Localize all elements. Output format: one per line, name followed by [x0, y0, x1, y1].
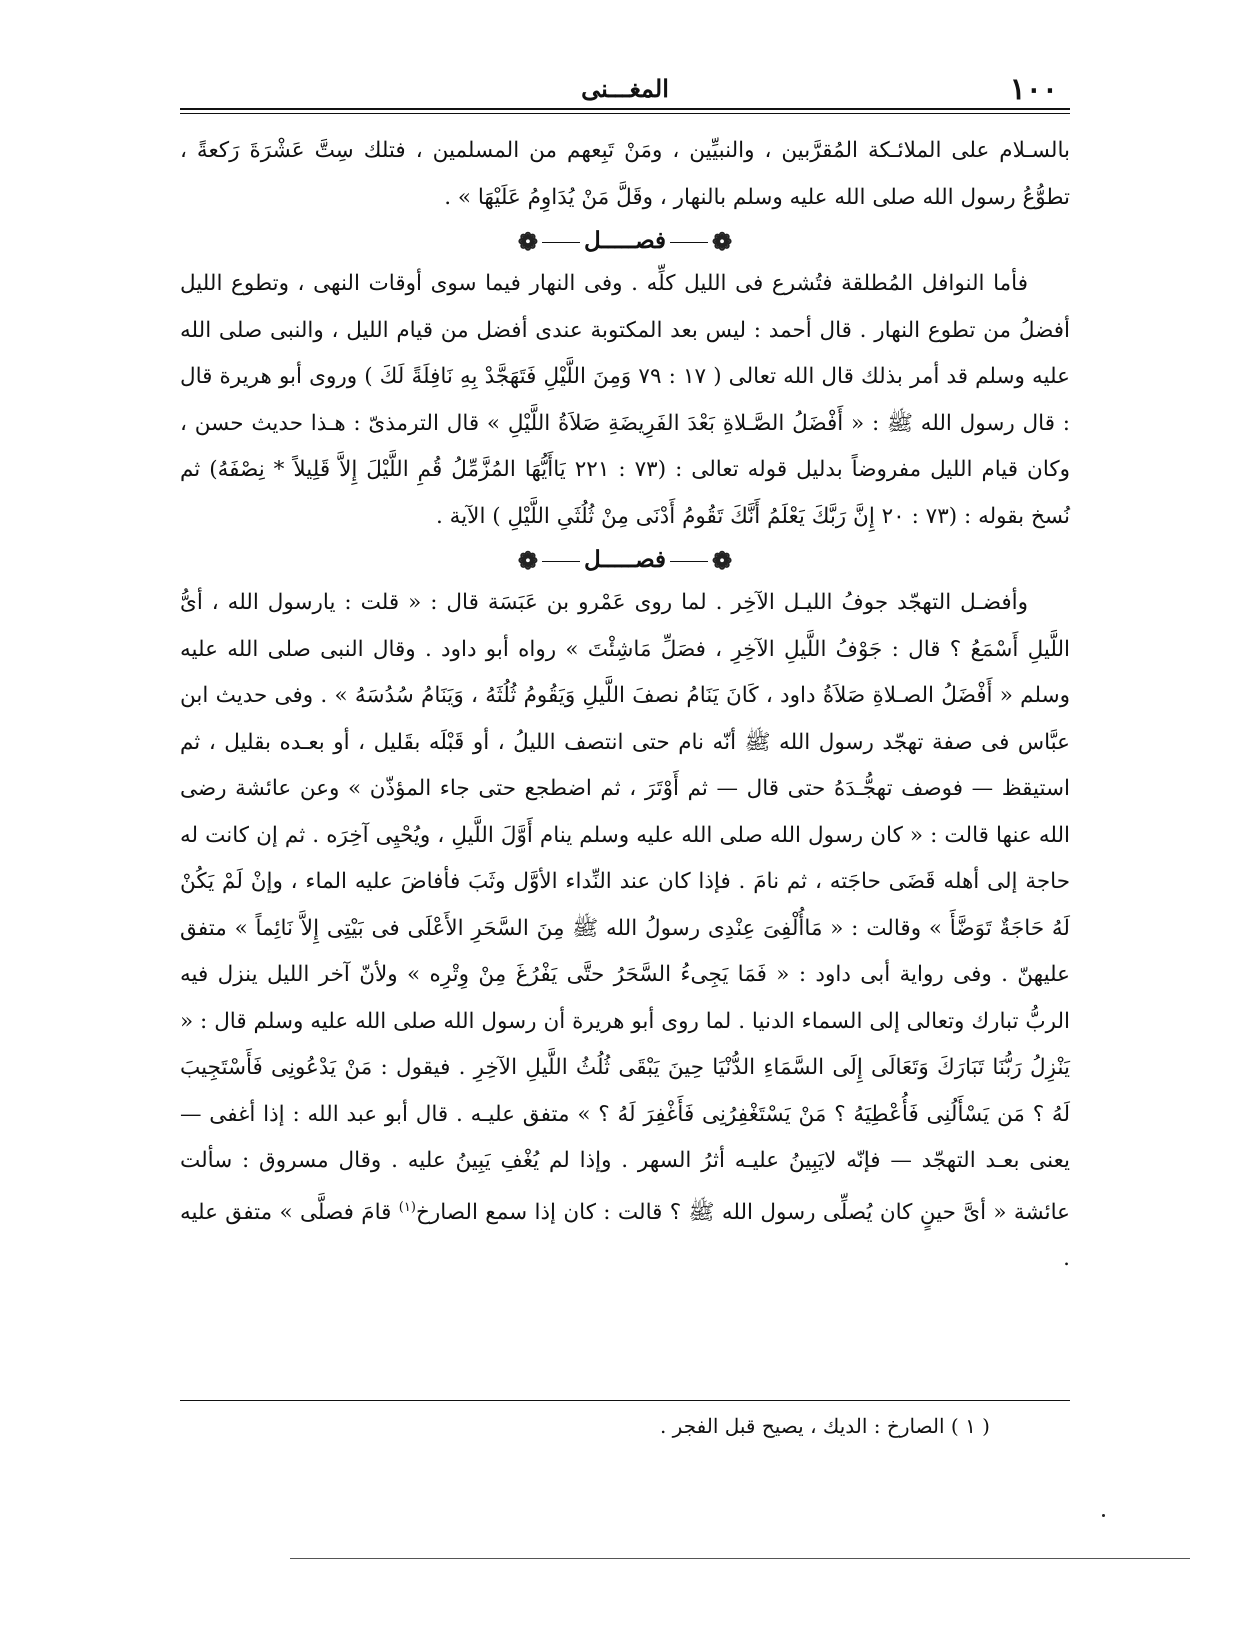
page-number: ١٠٠ [1009, 72, 1058, 107]
bottom-rule [290, 1558, 1190, 1559]
section-heading-label: فصـــــل [583, 546, 667, 573]
header-rule-thin [180, 113, 1070, 114]
ornament-icon: ❁ [517, 227, 538, 256]
heading-dash [670, 242, 708, 243]
paragraph-3 [180, 580, 1070, 1283]
footnote: ( ١ ) الصارخ : الديك ، يصيح قبل الفجر . [659, 1414, 990, 1438]
body-text [180, 128, 1070, 1283]
page-header [180, 62, 1070, 108]
ornament-icon: ❁ [712, 546, 733, 575]
section-heading-2 [180, 540, 1070, 580]
section-heading-1 [180, 221, 1070, 261]
section-heading-label: فصـــــل [583, 227, 667, 254]
paragraph-2: فأما النوافل المُطلقة فتُشرع فى الليل كلِّه . وفى النهار فيما سوى أوقات النهى ، وتطوع الليل أفضلُ من تطوع النهار . قال أحمد : ليس بعد المكتوبة عندى أفضل من قيام الليل ، والنبى صلى الله عليه وسلم قد أمر بذلك قال الله تعالى ( ١٧ : ٧٩ وَمِنَ اللَّيْلِ فَتَهَجَّدْ بِهِ نَافِلَةً لَكَ ) وروى أبو هريرة قال : قال رسول الله ﷺ : « أَفْضَلُ الصَّـلاةِ بَعْدَ الفَرِيضَةِ صَلاَةُ اللَّيْلِ » قال الترمذىّ : هـذا حديث حسن ، وكان قيام الليل مفروضاً بدليل قوله تعالى : (٧٣ : ٢٢١ يَاأَيُّهَا المُزَّمِّلُ قُمِ اللَّيْلَ إِلاَّ قَلِيلاً * نِصْفَهُ) ثم نُسخ بقوله : (٧٣ : ٢٠ إِنَّ رَبَّكَ يَعْلَمُ أَنَّكَ تَقُومُ أَدْنَى مِنْ ثُلُثَىِ اللَّيْلِ ) الآية . [180, 271, 1071, 529]
paragraph-1: بالسـلام على الملائـكة المُقرَّبين ، والنبيِّين ، ومَنْ تَبِعهم من المسلمين ، فتلك سِتَّ عَشْرَةَ رَكعةً ، تطوُّعُ رسول الله صلى الله عليه وسلم بالنهار ، وقَلَّ مَنْ يُدَاوِمُ عَلَيْهَا » . [180, 138, 1070, 210]
heading-dash [542, 242, 580, 243]
paragraph-3-text: وأفضـل التهجّد جوفُ الليـل الآخِر . لما روى عَمْرو بن عَبَسَة قال : « قلت : يارسول الله ، أىُّ اللَّيلِ أَسْمَعُ ؟ قال : جَوْفُ اللَّيلِ الآخِرِ ، فصَلِّ مَاشِئْتَ » رواه أبو داود . وقال النبى صلى الله عليه وسلم « أَفْضَلُ الصـلاةِ صَلاَةُ داود ، كَانَ يَنَامُ نصفَ اللَّيلِ وَيَقُومُ ثُلُثَهُ ، وَيَنَامُ سُدُسَهُ » . وفى حديث ابن عبَّاس فى صفة تهجّد رسول الله ﷺ أنّه نام حتى انتصف الليلُ ، أو قَبْلَه بقَليل ، أو بعـده بقليل ، ثم استيقظ — فوصف تهجُّـدَهُ حتى قال — ثم أَوْتَرَ ، ثم اضطجع حتى جاء المؤذّن » وعن عائشة رضى الله عنها قالت : « كان رسول الله صلى الله عليه وسلم ينام أَوَّلَ اللَّيلِ ، ويُحْيِى آخِرَه . ثم إن كانت له حاجة إلى أهله قَضَى حاجَته ، ثم نامَ . فإذا كان عند النِّداء الأوَّل وثَبَ فأفاضَ عليه الماء ، وإنْ لَمْ يَكُنْ لَهُ حَاجَةٌ تَوَضَّأَ » وقالت : « مَاأُلْفِىَ عِنْدِى رسولُ الله ﷺ مِنَ السَّحَرِ الأَعْلَى فى بَيْتِى إِلاَّ نَائِماً » متفق عليهنّ . وفى رواية أبى داود : « فَمَا يَجِىءُ السَّحَرُ حتَّى يَفْرُغَ مِنْ وِتْرِه » ولأنّ آخر الليل ينزل فيه الربُّ تبارك وتعالى إلى السماء الدنيا . لما روى أبو هريرة أن رسول الله صلى الله عليه وسلم قال : « يَنْزِلُ رَبُّنَا تَبَارَكَ وَتَعَالَى إِلَى السَّمَاءِ الدُّنْيَا حِينَ يَبْقَى ثُلُثُ اللَّيلِ الآخِرِ . فيقول : مَنْ يَدْعُونِى فَأَسْتَجِيبَ لَهُ ؟ مَن يَسْأَلُنِى فَأُعْطِيَهُ ؟ مَنْ يَسْتَغْفِرُنِى فَأَغْفِرَ لَهُ ؟ » متفق عليـه . قال أبو عبد الله : إذا أغفى — يعنى بعـد التهجّد — فإنّه لايَبِينُ عليـه أثرُ السهر . وإذا لم يُغْفِ يَبِينُ عليه . وقال مسروق : سألت عائشة « أىَّ حينٍ كان يُصلِّى رسول الله ﷺ ؟ قالت : كان إذا سمع الصارخ [180, 590, 1070, 1225]
paragraph-3-end: قامَ فصلَّى » متفق عليه . [180, 1199, 1070, 1272]
heading-dash [670, 561, 708, 562]
ornament-icon: ❁ [712, 227, 733, 256]
stray-dot [1102, 1514, 1105, 1517]
running-title: المغـــنى [581, 74, 669, 103]
header-rule [180, 108, 1070, 110]
heading-dash [542, 561, 580, 562]
footnote-marker: (١) [398, 1199, 416, 1215]
ornament-icon: ❁ [517, 546, 538, 575]
footnote-rule [180, 1400, 1070, 1401]
